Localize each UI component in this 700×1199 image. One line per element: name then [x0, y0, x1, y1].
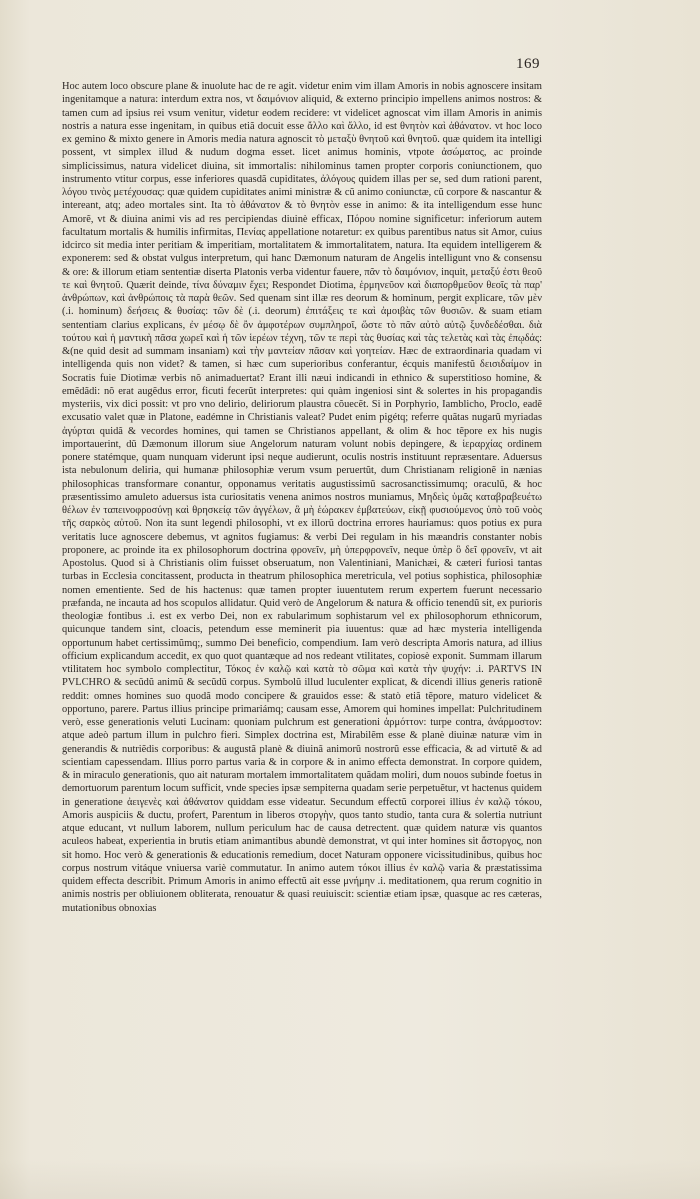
body-paragraph: Hoc autem loco obscure plane & inuolute hac de re agit. videtur enim vim illam Amoris in nobis agnoscere insitam ingenitamque a natura: interdum extra nos, vt δαιμόνιον aliquid, & externo principio impellens animos nostros: & tamen cum ad ipsius rei vsum venitur, videtur eodem recidere: vt videlicet agnoscat vim illam Amoris in animis nostris a natura esse ingenitam, in quibus etiã docuit esse ἄλλο καὶ ἄλλο, id est θνητὸν καὶ ἀθάνατον. vt hoc loco ex gemino & mixto genere in Amoris media natura agnoscit τὸ μεταξὺ θνητοῦ καὶ θνητοῦ. quæ quidem ita intelligi possent, vt simplex illud & nudum dogma esset. licet animus hominis, vtpote ἀσώματος, ac proinde simplicissimus, natura videlicet diuina, sit immortalis: nihilominus tamen propter corporis coniunctionem, quo instrumento vtitur corpus, esse inferiores quasdã cupiditates, ἀλόγους quidem illas per se, sed dum rationi parent, λόγου τινὸς μετέχουσας: quæ quidem cupiditates animi ministræ & cũ animo coniunctæ, cũ corpore & nascantur & intereant, atq; adeo mortales sint. Ita τὸ ἀθάνατον & τὸ θνητὸν esse in animo: & ita intelligendum esse hunc Amorẽ, vt & diuina animi vis ad res percipiendas diuinè efficax, Πόρου nomine significetur: inferiorum autem facultatum mortalis & humilis infirmitas, Πενίας appellatione notaretur: ex quibus parentibus natus sit Amor, cuius idcirco sit media inter peritiam & imperitiam, mortalitatem & immortalitatem, natura. Ita equidem intelligerem & exponerem: sed & obstat vulgus interpretum, qui hanc Dæmonum naturam de Angelis intelligunt vno & consensu & ore: & illorum etiam sententiæ diserta Platonis verba videntur fauere, πᾶν τὸ δαιμόνιον, inquit, μεταξύ ἐστι θεοῦ τε καὶ θνητοῦ. Quærit deinde, τίνα δύναμιν ἔχει; Respondet Diotima, ἑρμηνεῦον καὶ διαπορθμεῦον θεοῖς τὰ παρ' ἀνθρώπων, καὶ ἀνθρώποις τὰ παρὰ θεῶν. Sed quenam sint illæ res deorum & hominum, pergit explicare, τῶν μὲν (.i. hominum) δεήσεις & θυσίας: τῶν δὲ (.i. deorum) ἐπιτάξεις τε καὶ ἀμοιβὰς τῶν θυσιῶν. & suam etiam sententiam clarius explicans, ἐν μέσῳ δὲ ὂν ἀμφοτέρων συμπληροῖ, ὥστε τὸ πᾶν αὐτὸ αὐτῷ ξυνδεδέσθαι. διὰ τούτου καὶ ἡ μαντικὴ πᾶσα χωρεῖ καὶ ἡ τῶν ἱερέων τέχνη, τῶν τε περὶ τὰς θυσίας καὶ τὰς τελετὰς καὶ τὰς ἐπῳδάς: &(ne quid desit ad summam insaniam) καὶ τὴν μαντείαν πᾶσαν καὶ γοητείαν. Hæc de extraordinaria quadam vi intelligenda quis non videt? & tamen, si hæc cum superioribus conferantur, écquis manifestũ δεισιδαίμον in Socratis fuie Diotimæ verbis nõ animaduertat? Erant illi næui indicandi in ethnico & superstitioso homine, & emẽdãdi: nõ erat augẽdus error, ficuti fecerũt interpretes: qui quàm ingeniosi sint & solertes in his propagandis mysteriis, vix dici possit: vt pro vno delirio, deliriorum plaustra cõuecẽt. Si in Porphyrio, Iamblicho, Proclo, eadẽ excusatio valet quæ in Platone, eadémne in Christianis valeat? Pudet enim pigétq; referre quãtas nugarũ myriadas ἀγύρται quidã & vecordes homines, qui tamen se Christianos appellant, & olim & hoc tẽpore ex his nugis importauerint, dũ Dæmonum illorum siue Angelorum naturam volunt nobis depingere, & ἱεραρχίας ordinem ponere statémque, quam nunquam viderunt ipsi neque audierunt, oculis nostris instituunt repræsentare. Aduersus ista nebulonum deliria, qui humanæ philosophiæ verum vsum peruertũt, dum Christianam religionẽ in nænias philosophicas transformare conantur, opponamus veritatis augustissimũ sacrosanctissimumq; oraculũ, & hoc præsentissimo amuleto aduersus ista curiositatis venena animos nostros muniamus, Μηδεὶς ὑμᾶς καταβραβευέτω θέλων ἐν ταπεινοφροσύνῃ καὶ θρησκείᾳ τῶν ἀγγέλων, ἃ μὴ ἑώρακεν ἐμβατεύων, εἰκῇ φυσιούμενος ὑπὸ τοῦ νοὸς τῆς σαρκὸς αὐτοῦ. Non ita sunt legendi philosophi, vt ex illorũ doctrina errores hauriamus: quos potius ex pura veritatis luce agnoscere debemus, vt agnitos fugiamus: & verbi Dei regulam in his mæandris constanter nobis proponere, ac proinde ita ex philosophorum doctrina φρονεῖν, μὴ ὑπερφρονεῖν, neque ὑπὲρ ὃ δεῖ φρονεῖν, vt ait Apostolus. Quod si à Christianis olim fuisset obseruatum, non Valentiniani, Manichæi, & cæteri furiosi tantas turbas in Ecclesia concitassent, producta in theatrum philosophica meretricula, vel potius sophistica, philosophiæ nomen ementiente. Sed de his hactenus: quæ tamen propter iuuentutem rerum expertem fuerunt necessario præfanda, ne incauta ad hos scopulos allidatur. Quid verò de Angelorum & natura & officio tenendũ sit, ex purioris theologiæ fontibus .i. est ex verbo Dei, non ex rabularimum sophistarum vel ex philosophorum ethnicorum, quicunque tandem sint, cloacis, petendum esse meminerit pia iuuentus: quæ ad hæc mysteria intelligenda opportunum habet certissimũmq;, summo Dei beneficio, compendium. Iam verò descripta Amoris natura, ad illius officium explicandum accedit, ex quo quot quantæque ad nos redeant vtilitates, copiosè exponit. Summam illarum vtilitatem hoc symbolo complectitur, Τόκος ἐν καλῷ καὶ κατὰ τὸ σῶμα καὶ κατὰ τὴν ψυχήν: .i. PARTVS IN PVLCHRO & secũdũ animũ & secũdũ corpus. Symbolũ illud luculenter explicat, & dicendi illius generis rationẽ reddit: omnes homines suo quodã modo concipere & grauidos esse: & statò etiã tẽpore, maturo videlicet & opportuno, parere. Partus illius principe primariámq; causam esse, Amorem qui homines impellat: Pulchritudinem verò, esse generationis veluti Lucinam: quoniam pulchrum est generationi ἁρμόττον: turpe contra, ἀνάρμοστον: atque adeò partum illum in pulchro fieri. Simplex doctrina est, Mirabilẽm esse & planè diuinæ naturæ vim in generandis & nutriẽdis corporibus: & augustã planè & diuinã animorũ nostrorũ esse efficacia, & ad virtutẽ & ad scientiam capessendam. Illius porro partus varia & in corpore & in animo effecta demonstrat. In corpore quidem, & in miraculo generationis, quo ait naturam mortalem immortalitatem quãdam moliri, dum nouos subinde foetus in demortuorum parentum locum sufficit, vnde species ipsæ sempiterna quadam serie perpetuẽtur, vt hactenus quidem in generatione ἀειγενὲς καὶ ἀθάνατον quiddam esse videatur. Secundum effectũ corporei illius ἐν καλῷ τόκου, Amoris auspiciis & ductu, profert, Parentum in liberos στοργὴν, quos tanto studio, tanta cura & solertia nutriunt atque educant, vt nullum laborem, nullum periculum hac de causa detrectent. quæ quidem naturæ vis quantos aculeos habeat, experientia in brutis etiam animantibus abundè demonstrat, vt qui inter homines sit ἄστοργος, non sit homo. Hoc verò & generationis & educationis remedium, docet Naturam opponere vicissitudinibus, quibus hoc corpus nostrum vitáque vniuersa variè commutatur. In animo autem τόκοι illius ἐν καλῷ varia & præstatissima quidem effecta describit. Primum Amoris in animo effectũ ait esse μνήμην .i. meditationem, qua rerum cognitio in animis nostris per obliuionem obliterata, renouatur & quasi reuiuiscit: scientiæ etiam ipsæ, quasque ac res cæteras, mutationibus obnoxias	[62, 81, 542, 914]
page-bottom-shade	[0, 1159, 700, 1199]
body-text-block	[62, 80, 542, 915]
page-number: 169	[516, 56, 540, 72]
